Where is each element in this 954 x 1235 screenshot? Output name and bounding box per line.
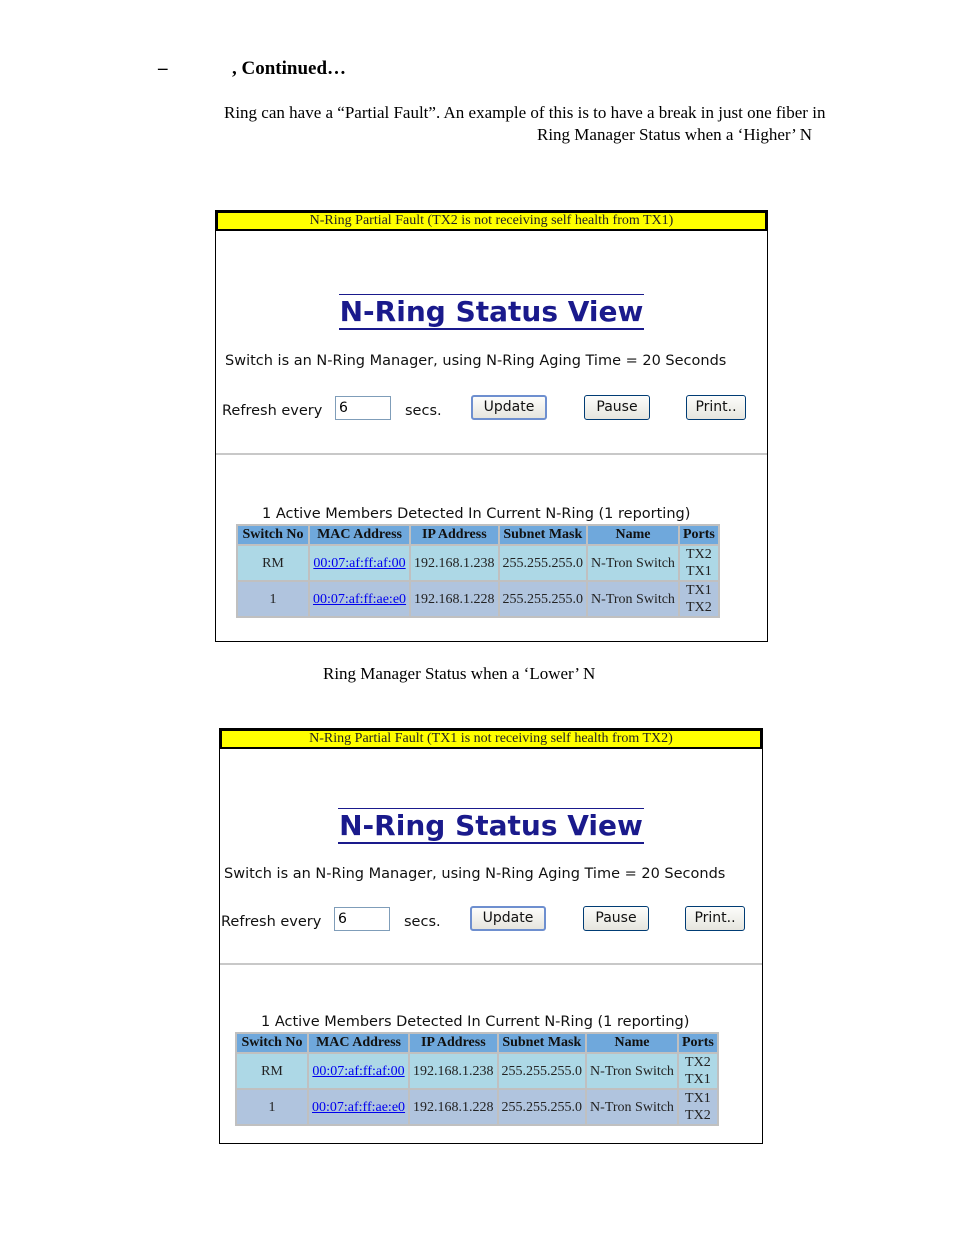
mac-cell [310,582,409,616]
ports-cell: TX2 TX1 [679,1054,717,1088]
separator [216,453,767,455]
name-cell: N-Tron Switch [587,1054,677,1088]
name-cell: N-Tron Switch [588,582,678,616]
pause-button[interactable]: Pause [584,395,650,420]
intro-line-1: Ring can have a “Partial Fault”. An example of this is to have a break in just one fiber in [224,103,826,122]
mask-cell: 255.255.255.0 [500,582,587,616]
table-header-row [238,526,718,544]
column-header: Subnet Mask [500,526,587,544]
table-header-row [237,1034,717,1052]
intro-line-2: Ring Manager Status when a ‘Higher’ N [537,125,813,144]
ip-cell: 192.168.1.238 [411,546,498,580]
table-row [237,1054,717,1088]
mac-cell [309,1054,408,1088]
ports-cell: TX1 TX2 [680,582,718,616]
heading-dash: – [158,58,168,79]
ports-cell: TX2 TX1 [680,546,718,580]
ip-cell: 192.168.1.228 [411,582,498,616]
name-cell: N-Tron Switch [587,1090,677,1124]
mac-cell [309,1090,408,1124]
mac-address-link[interactable]: 00:07:af:ff:ae:e0 [312,1099,406,1115]
manager-status-text: Switch is an N-Ring Manager, using N-Ring Aging Time = 20 Seconds [224,866,726,882]
partial-fault-banner: N-Ring Partial Fault (TX1 is not receiving self health from TX2) [220,729,762,749]
secs-label: secs. [405,403,442,419]
caption-lower: Ring Manager Status when a ‘Lower’ N [323,664,596,683]
mask-cell: 255.255.255.0 [499,1054,586,1088]
members-table [236,524,720,618]
refresh-interval-input[interactable] [335,396,391,420]
members-table [235,1032,719,1126]
switch-no-cell: 1 [237,1090,307,1124]
column-header: Switch No [238,526,308,544]
separator [220,963,762,965]
partial-fault-banner: N-Ring Partial Fault (TX2 is not receiving self health from TX1) [216,211,767,231]
column-header: Switch No [237,1034,307,1052]
refresh-label: Refresh every [222,403,323,419]
members-summary: 1 Active Members Detected In Current N-Ring (1 reporting) [261,1014,690,1030]
column-header: MAC Address [309,1034,408,1052]
column-header: MAC Address [310,526,409,544]
page-title: N-Ring Status View [339,809,643,842]
page-title: N-Ring Status View [339,295,644,328]
update-button[interactable]: Update [471,395,547,420]
column-header: Subnet Mask [499,1034,586,1052]
column-header: Ports [680,526,718,544]
table-row [237,1090,717,1124]
members-summary: 1 Active Members Detected In Current N-Ring (1 reporting) [262,506,691,522]
print-button[interactable]: Print.. [685,906,745,931]
status-screenshot-higher [215,210,768,642]
mac-address-link[interactable]: 00:07:af:ff:af:00 [312,1063,405,1079]
mac-address-link[interactable]: 00:07:af:ff:ae:e0 [313,591,407,607]
ip-cell: 192.168.1.228 [410,1090,497,1124]
table-row [238,546,718,580]
manager-status-text: Switch is an N-Ring Manager, using N-Ring Aging Time = 20 Seconds [225,353,727,369]
column-header: IP Address [410,1034,497,1052]
update-button[interactable]: Update [470,906,546,931]
ip-cell: 192.168.1.238 [410,1054,497,1088]
column-header: IP Address [411,526,498,544]
heading-continued: , Continued… [232,58,347,79]
pause-button[interactable]: Pause [583,906,649,931]
table-row [238,582,718,616]
status-screenshot-lower [219,728,763,1144]
column-header: Name [587,1034,677,1052]
mac-cell [310,546,409,580]
switch-no-cell: RM [237,1054,307,1088]
print-button[interactable]: Print.. [686,395,746,420]
switch-no-cell: RM [238,546,308,580]
secs-label: secs. [404,914,441,930]
switch-no-cell: 1 [238,582,308,616]
column-header: Name [588,526,678,544]
ports-cell: TX1 TX2 [679,1090,717,1124]
refresh-label: Refresh every [221,914,322,930]
name-cell: N-Tron Switch [588,546,678,580]
column-header: Ports [679,1034,717,1052]
mac-address-link[interactable]: 00:07:af:ff:af:00 [313,555,406,571]
mask-cell: 255.255.255.0 [500,546,587,580]
refresh-interval-input[interactable] [334,907,390,931]
mask-cell: 255.255.255.0 [499,1090,586,1124]
